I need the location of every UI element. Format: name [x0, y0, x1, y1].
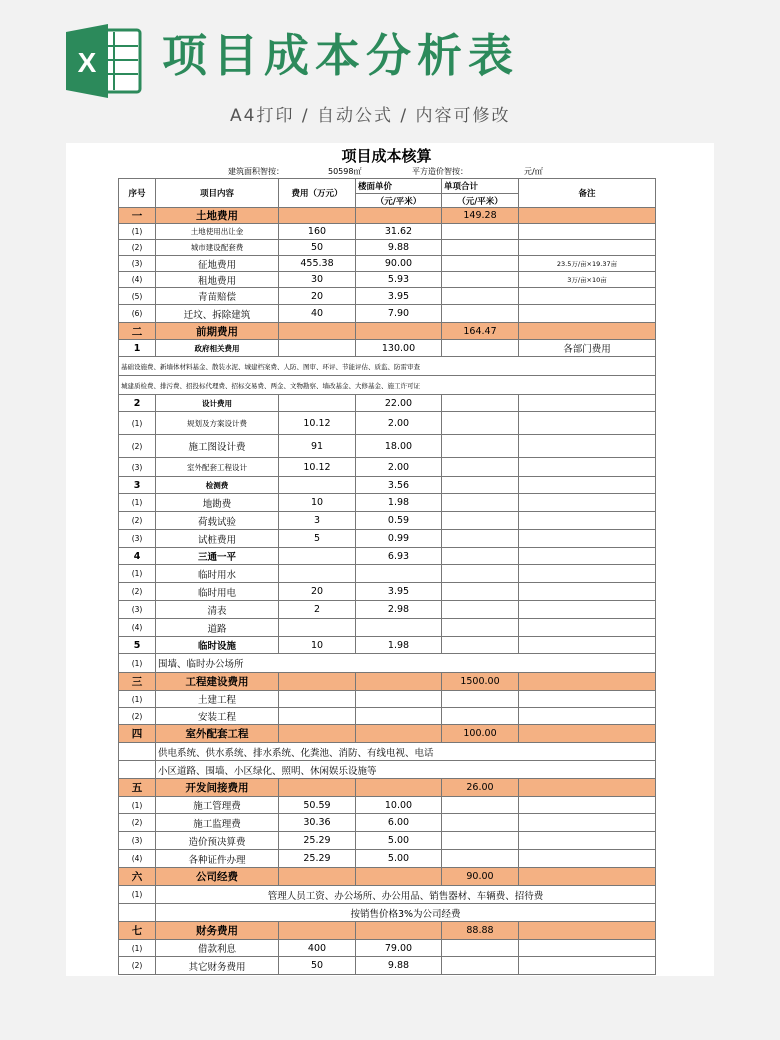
col-remark: 备注	[519, 179, 656, 208]
empty-cell	[442, 619, 519, 637]
table-cell: 政府相关费用	[156, 340, 279, 357]
table-row	[119, 619, 656, 637]
empty-cell	[279, 477, 356, 494]
empty-cell	[279, 673, 356, 691]
table-cell: 施工监理费	[156, 814, 279, 832]
table-cell: (1)	[119, 691, 156, 708]
table-cell: 征地费用	[156, 256, 279, 272]
table-cell: 90.00	[356, 256, 442, 272]
empty-cell	[356, 323, 442, 340]
empty-cell	[519, 458, 656, 477]
table-cell: 荷载试验	[156, 512, 279, 530]
table-cell	[519, 305, 656, 323]
empty-cell	[442, 797, 519, 814]
table-cell: 3万/亩×10亩	[519, 272, 656, 288]
empty-cell	[519, 323, 656, 340]
empty-cell	[442, 272, 519, 288]
col-cost: 费用（万元）	[279, 179, 356, 208]
table-cell: 31.62	[356, 224, 442, 240]
table-row	[119, 272, 656, 288]
table-row	[119, 240, 656, 256]
table-cell: 造价预决算费	[156, 832, 279, 850]
section-name: 土地费用	[156, 208, 279, 224]
table-cell: 0.59	[356, 512, 442, 530]
page-subtitle: A4打印 / 自动公式 / 内容可修改	[230, 106, 511, 126]
table-cell: 25.29	[279, 850, 356, 868]
table-cell: 试桩费用	[156, 530, 279, 548]
table-cell: 130.00	[356, 340, 442, 357]
table-cell: (3)	[119, 256, 156, 272]
table-cell: 2.98	[356, 601, 442, 619]
table-cell	[356, 565, 442, 583]
section-no: 一	[119, 208, 156, 224]
table-cell: 各部门费用	[519, 340, 656, 357]
table-cell: 10.12	[279, 458, 356, 477]
table-cell: 455.38	[279, 256, 356, 272]
table-cell: 城市建设配套费	[156, 240, 279, 256]
empty-cell	[519, 530, 656, 548]
empty-cell	[279, 868, 356, 886]
empty-cell	[442, 224, 519, 240]
table-cell: (1)	[119, 494, 156, 512]
table-cell: 检测费	[156, 477, 279, 494]
table-cell: 道路	[156, 619, 279, 637]
section-name: 前期费用	[156, 323, 279, 340]
table-cell: 79.00	[356, 940, 442, 957]
table-row	[119, 637, 656, 654]
cost-table	[118, 178, 656, 975]
table-cell: 3.56	[356, 477, 442, 494]
empty-cell	[519, 412, 656, 435]
empty-cell	[356, 868, 442, 886]
col-subtotal: 单项合计	[442, 179, 519, 194]
table-row	[119, 376, 656, 395]
table-cell: 按销售价格3%为公司经费	[156, 904, 656, 922]
table-cell: (2)	[119, 814, 156, 832]
table-row	[119, 814, 656, 832]
empty-cell	[442, 565, 519, 583]
empty-cell	[279, 922, 356, 940]
empty-cell	[442, 240, 519, 256]
table-cell: 基础设施费、新墙体材料基金、散装水泥、城建档案费、人防、图审、环评、节能评估、质监、防雷审查	[119, 357, 656, 376]
table-cell: 25.29	[279, 832, 356, 850]
col-item: 项目内容	[156, 179, 279, 208]
col-unit-price-unit: （元/平米）	[356, 194, 442, 208]
table-cell: 3	[119, 477, 156, 494]
empty-cell	[442, 256, 519, 272]
table-cell: 5.00	[356, 832, 442, 850]
empty-cell	[519, 779, 656, 797]
section-name: 开发间接费用	[156, 779, 279, 797]
empty-cell	[519, 868, 656, 886]
table-cell: (1)	[119, 224, 156, 240]
empty-cell	[519, 673, 656, 691]
table-cell	[279, 619, 356, 637]
section-name: 室外配套工程	[156, 725, 279, 743]
table-row	[119, 548, 656, 565]
table-cell: 地勘费	[156, 494, 279, 512]
table-cell: 2.00	[356, 458, 442, 477]
table-cell: (1)	[119, 654, 156, 673]
section-no: 四	[119, 725, 156, 743]
table-cell: 城建质检费、排污费、招投标代理费、招标交易费、两金、文物勘察、墙改基金、大修基金、施工许可证	[119, 376, 656, 395]
empty-cell	[519, 922, 656, 940]
table-cell: (1)	[119, 797, 156, 814]
table-cell: 23.5万/亩×19.37亩	[519, 256, 656, 272]
table-cell: (1)	[119, 412, 156, 435]
table-cell: (2)	[119, 512, 156, 530]
table-row	[119, 583, 656, 601]
table-cell: 迁坟、拆除建筑	[156, 305, 279, 323]
page-title: 项目成本分析表	[162, 29, 520, 82]
table-cell: 7.90	[356, 305, 442, 323]
table-cell: 20	[279, 288, 356, 305]
empty-cell	[442, 494, 519, 512]
empty-cell	[519, 565, 656, 583]
table-row	[119, 458, 656, 477]
table-row	[119, 530, 656, 548]
empty-cell	[519, 512, 656, 530]
empty-cell	[519, 477, 656, 494]
table-cell: 30	[279, 272, 356, 288]
empty-cell	[119, 761, 156, 779]
col-no: 序号	[119, 179, 156, 208]
table-cell: 施工管理费	[156, 797, 279, 814]
table-cell: 18.00	[356, 435, 442, 458]
table-cell: 设计费用	[156, 395, 279, 412]
table-cell: (2)	[119, 240, 156, 256]
empty-cell	[442, 601, 519, 619]
empty-cell	[442, 288, 519, 305]
table-cell: (3)	[119, 530, 156, 548]
section-total: 149.28	[442, 208, 519, 224]
table-cell: (6)	[119, 305, 156, 323]
table-row	[119, 305, 656, 323]
table-cell: 9.88	[356, 957, 442, 975]
table-cell: 5	[119, 637, 156, 654]
table-cell	[356, 619, 442, 637]
sheet-title: 项目成本核算	[341, 147, 432, 165]
excel-icon-letter: X	[77, 47, 97, 78]
table-cell: 2.00	[356, 412, 442, 435]
price-unit: 元/㎡	[524, 167, 543, 176]
table-cell: 3.95	[356, 583, 442, 601]
section-total: 88.88	[442, 922, 519, 940]
empty-cell	[442, 512, 519, 530]
table-cell: 其它财务费用	[156, 957, 279, 975]
table-cell: 400	[279, 940, 356, 957]
table-row	[119, 743, 656, 761]
section-name: 公司经费	[156, 868, 279, 886]
table-cell: 2	[119, 395, 156, 412]
table-cell: 20	[279, 583, 356, 601]
empty-cell	[519, 940, 656, 957]
table-cell: 3	[279, 512, 356, 530]
empty-cell	[442, 691, 519, 708]
table-cell: (1)	[119, 565, 156, 583]
table-cell: 土地使用出让金	[156, 224, 279, 240]
table-cell: 10	[279, 494, 356, 512]
section-total: 90.00	[442, 868, 519, 886]
section-total: 100.00	[442, 725, 519, 743]
empty-cell	[442, 477, 519, 494]
section-no: 二	[119, 323, 156, 340]
empty-cell	[442, 850, 519, 868]
section-total: 164.47	[442, 323, 519, 340]
table-cell: (2)	[119, 708, 156, 725]
table-cell: 6.00	[356, 814, 442, 832]
table-cell: 1.98	[356, 494, 442, 512]
empty-cell	[279, 708, 356, 725]
table-cell: 1.98	[356, 637, 442, 654]
empty-cell	[356, 673, 442, 691]
section-total: 26.00	[442, 779, 519, 797]
empty-cell	[442, 395, 519, 412]
table-cell: 管理人员工资、办公场所、办公用品、销售器材、车辆费、招待费	[156, 886, 656, 904]
table-row	[119, 288, 656, 305]
table-row	[119, 940, 656, 957]
table-cell: 临时设施	[156, 637, 279, 654]
table-cell: 4	[119, 548, 156, 565]
table-row	[119, 435, 656, 458]
table-cell: (3)	[119, 458, 156, 477]
table-row	[119, 256, 656, 272]
table-cell: 0.99	[356, 530, 442, 548]
empty-cell	[442, 340, 519, 357]
empty-cell	[442, 637, 519, 654]
table-cell: 租地费用	[156, 272, 279, 288]
table-cell	[279, 565, 356, 583]
empty-cell	[519, 601, 656, 619]
table-cell: 50.59	[279, 797, 356, 814]
empty-cell	[356, 725, 442, 743]
table-cell: 各种证件办理	[156, 850, 279, 868]
section-no: 六	[119, 868, 156, 886]
empty-cell	[279, 779, 356, 797]
empty-cell	[519, 395, 656, 412]
table-cell: 10.00	[356, 797, 442, 814]
section-name: 工程建设费用	[156, 673, 279, 691]
table-row	[119, 224, 656, 240]
empty-cell	[279, 548, 356, 565]
empty-cell	[519, 797, 656, 814]
table-cell: 6.93	[356, 548, 442, 565]
page-header	[0, 0, 780, 143]
table-cell: 50	[279, 240, 356, 256]
empty-cell	[519, 708, 656, 725]
table-cell: 土建工程	[156, 691, 279, 708]
empty-cell	[519, 494, 656, 512]
table-cell: 5	[279, 530, 356, 548]
table-cell: 22.00	[356, 395, 442, 412]
table-cell: (4)	[119, 619, 156, 637]
table-cell: 91	[279, 435, 356, 458]
empty-cell	[442, 458, 519, 477]
empty-cell	[279, 340, 356, 357]
empty-cell	[442, 435, 519, 458]
empty-cell	[119, 743, 156, 761]
table-cell: 临时用水	[156, 565, 279, 583]
spreadsheet-page	[66, 143, 714, 976]
table-cell: 青苗赔偿	[156, 288, 279, 305]
empty-cell	[356, 922, 442, 940]
col-subtotal-unit: （元/平米）	[442, 194, 519, 208]
table-row	[119, 654, 656, 673]
table-cell: 3.95	[356, 288, 442, 305]
empty-cell	[442, 583, 519, 601]
empty-cell	[442, 814, 519, 832]
empty-cell	[519, 208, 656, 224]
table-cell: 9.88	[356, 240, 442, 256]
table-cell: 室外配套工程设计	[156, 458, 279, 477]
table-cell: 安装工程	[156, 708, 279, 725]
table-row	[119, 691, 656, 708]
section-no: 七	[119, 922, 156, 940]
table-row	[119, 708, 656, 725]
empty-cell	[442, 832, 519, 850]
table-row	[119, 957, 656, 975]
table-cell: (2)	[119, 435, 156, 458]
empty-cell	[356, 708, 442, 725]
empty-cell	[442, 412, 519, 435]
empty-cell	[442, 708, 519, 725]
table-cell: 施工图设计费	[156, 435, 279, 458]
table-row	[119, 477, 656, 494]
area-label: 建筑面积智按：	[228, 167, 284, 176]
empty-cell	[519, 832, 656, 850]
table-row	[119, 850, 656, 868]
empty-cell	[519, 548, 656, 565]
empty-cell	[442, 530, 519, 548]
table-cell: 40	[279, 305, 356, 323]
table-cell: 临时用电	[156, 583, 279, 601]
table-row	[119, 904, 656, 922]
table-cell: 规划及方案设计费	[156, 412, 279, 435]
price-label: 平方造价智按：	[412, 167, 468, 176]
table-row	[119, 512, 656, 530]
table-cell: (2)	[119, 583, 156, 601]
table-row	[119, 395, 656, 412]
table-cell: 160	[279, 224, 356, 240]
table-cell: 5.93	[356, 272, 442, 288]
table-cell: 清表	[156, 601, 279, 619]
table-cell: (3)	[119, 601, 156, 619]
empty-cell	[519, 435, 656, 458]
empty-cell	[519, 583, 656, 601]
section-no: 三	[119, 673, 156, 691]
table-cell: (1)	[119, 886, 156, 904]
table-cell: (1)	[119, 940, 156, 957]
empty-cell	[279, 395, 356, 412]
empty-cell	[442, 548, 519, 565]
empty-cell	[519, 619, 656, 637]
empty-cell	[279, 323, 356, 340]
empty-cell	[119, 904, 156, 922]
empty-cell	[442, 957, 519, 975]
table-cell: 围墙、临时办公场所	[156, 654, 656, 673]
empty-cell	[519, 814, 656, 832]
empty-cell	[279, 208, 356, 224]
empty-cell	[442, 305, 519, 323]
col-unit-price: 楼面单价	[356, 179, 442, 194]
table-cell: (5)	[119, 288, 156, 305]
table-row	[119, 797, 656, 814]
empty-cell	[356, 208, 442, 224]
section-total: 1500.00	[442, 673, 519, 691]
table-cell	[519, 240, 656, 256]
empty-cell	[519, 725, 656, 743]
table-row	[119, 357, 656, 376]
empty-cell	[519, 957, 656, 975]
table-cell: 50	[279, 957, 356, 975]
empty-cell	[519, 850, 656, 868]
table-cell: (2)	[119, 957, 156, 975]
table-cell: 30.36	[279, 814, 356, 832]
empty-cell	[519, 637, 656, 654]
table-cell: 三通一平	[156, 548, 279, 565]
table-row	[119, 412, 656, 435]
table-cell: 10	[279, 637, 356, 654]
table-row	[119, 494, 656, 512]
table-cell: (4)	[119, 850, 156, 868]
table-cell: (4)	[119, 272, 156, 288]
table-cell: 借款利息	[156, 940, 279, 957]
table-cell: 小区道路、围墙、小区绿化、照明、休闲娱乐设施等	[156, 761, 656, 779]
empty-cell	[279, 691, 356, 708]
section-no: 五	[119, 779, 156, 797]
table-cell: 10.12	[279, 412, 356, 435]
table-row	[119, 601, 656, 619]
area-value: 50598㎡	[328, 167, 362, 176]
empty-cell	[442, 940, 519, 957]
empty-cell	[519, 691, 656, 708]
empty-cell	[279, 725, 356, 743]
table-row	[119, 565, 656, 583]
table-cell: 2	[279, 601, 356, 619]
table-cell	[519, 288, 656, 305]
table-cell: 5.00	[356, 850, 442, 868]
section-name: 财务费用	[156, 922, 279, 940]
table-row	[119, 832, 656, 850]
table-cell: 1	[119, 340, 156, 357]
table-cell: (3)	[119, 832, 156, 850]
table-cell: 供电系统、供水系统、排水系统、化粪池、消防、有线电视、电话	[156, 743, 656, 761]
excel-icon	[64, 24, 144, 98]
table-row	[119, 340, 656, 357]
empty-cell	[356, 691, 442, 708]
empty-cell	[356, 779, 442, 797]
table-row	[119, 761, 656, 779]
table-cell	[519, 224, 656, 240]
table-row	[119, 886, 656, 904]
